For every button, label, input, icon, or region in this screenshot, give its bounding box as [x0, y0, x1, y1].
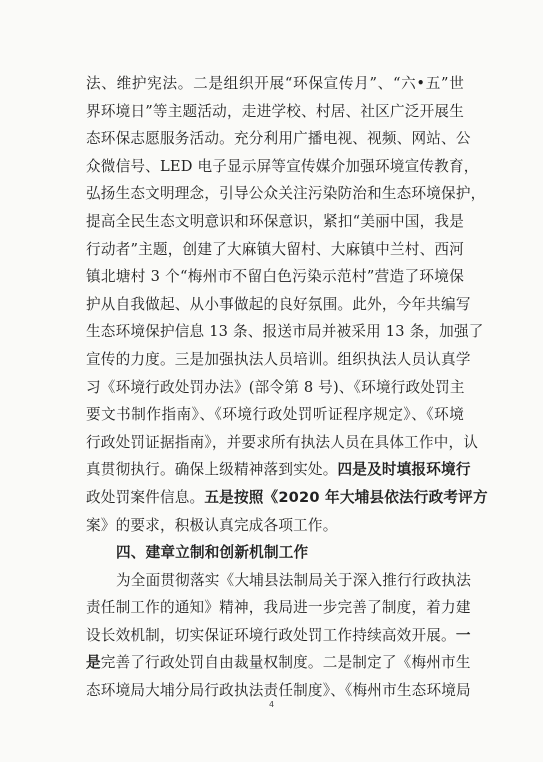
text-line: 行政处罚证据指南》，并要求所有执法人员在具体工作中，认 — [86, 433, 479, 451]
text-line: 护从自我做起、从小事做起的良好氛围。此外，今年共编写 — [86, 295, 471, 313]
page-number: 4 — [268, 700, 275, 709]
text-line: 为全面贯彻落实《大埔县法制局关于深入推行行政执法 — [116, 571, 472, 589]
text-segment: 政处罚案件信息。 — [86, 488, 205, 506]
text-line — [86, 622, 471, 650]
text-line: 生态环境保护信息 13 条、报送市局并被采用 13 条，加强了 — [86, 323, 484, 341]
bold-segment: 五是按照《2020 年大埔县依法行政考评方 — [204, 488, 488, 506]
text-line: 责任制工作的通知》精神，我局进一步完善了制度，着力建 — [86, 599, 471, 617]
text-line: 习《环境行政处罚办法》(部令第 8 号)、《环境行政处罚主 — [86, 378, 465, 396]
text-line: 弘扬生态文明理念，引导公众关注污染防治和生态环境保护， — [86, 185, 486, 203]
text-line: 态环保志愿服务活动。充分利用广播电视、视频、网站、公 — [86, 130, 471, 148]
text-line — [86, 484, 488, 512]
text-line: 界环境日”等主题活动，走进学校、村居、社区广泛开展生 — [86, 102, 464, 120]
text-line: 宣传的力度。三是加强执法人员培训。组织执法人员认真学 — [86, 350, 471, 368]
text-line: 法、维护宪法。二是组织开展“环保宣传月”、“六•五”世 — [86, 75, 464, 92]
body-text — [86, 70, 488, 705]
text-line: 提高全民生态文明意识和环保意识，紧扣“美丽中国，我是 — [86, 212, 464, 230]
bold-segment: 一 — [455, 626, 471, 644]
bold-segment: 四是及时填报环境行 — [337, 461, 471, 479]
text-line — [86, 649, 471, 677]
text-line: 镇北塘村 3 个“梅州市不留白色污染示范村”营造了环境保 — [86, 268, 464, 286]
text-segment: 设长效机制，切实保证环境行政处罚工作持续高效开展。 — [86, 626, 456, 644]
text-line: 行动者”主题，创建了大麻镇大留村、大麻镇中兰村、西河 — [86, 240, 464, 258]
bold-segment: 是 — [86, 654, 101, 672]
text-line: 要文书制作指南》、《环境行政处罚听证程序规定》、《环境 — [86, 406, 464, 424]
text-line: 案》的要求，积极认真完成各项工作。 — [86, 516, 338, 534]
text-line: 众微信号、LED 电子显示屏等宣传媒介加强环境宣传教育， — [86, 157, 479, 175]
text-segment: 真贯彻执行。确保上级精神落到实处。 — [86, 461, 338, 479]
text-segment: 完善了行政处罚自由裁量权制度。二是制定了《梅州市生 — [100, 654, 471, 672]
section-heading: 四、建章立制和创新机制工作 — [116, 544, 309, 562]
text-line — [86, 456, 471, 484]
text-line: 态环境局大埔分局行政执法责任制度》、《梅州市生态环境局 — [86, 682, 471, 700]
